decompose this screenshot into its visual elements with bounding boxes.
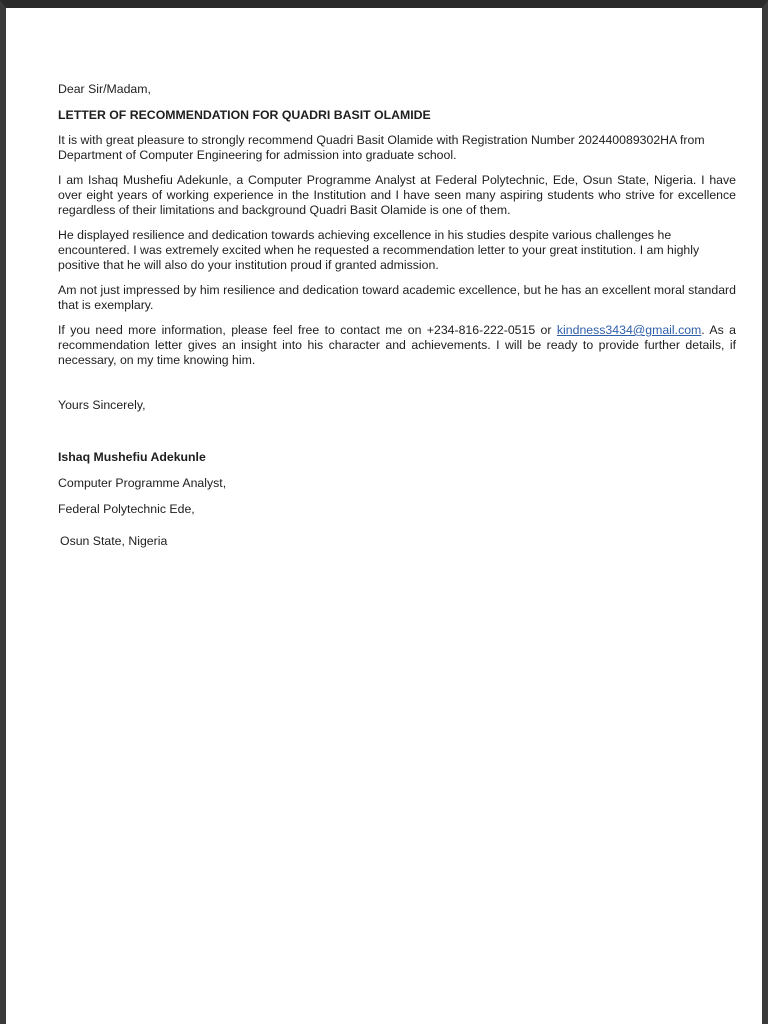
email-link[interactable]: kindness3434@gmail.com [556,323,702,337]
letter-body [58,82,736,560]
signer-organization: Federal Polytechnic Ede, [58,502,195,516]
paragraph-resilience: He displayed resilience and dedication towards achieving excellence in his studies despite various challenges he encountered. I was extremely excited when he requested a recommendation letter to your great institution. I am highly positive that he will also do your institution proud if granted admission. [58,228,700,272]
paragraph-recommender: I am Ishaq Mushefiu Adekunle, a Computer Programme Analyst at Federal Polytechnic, Ede, Osun State, Nigeria. I have over eight years of working experience in the Institution and I have seen many aspiring students who strive for excellence regardless of their limitations and background Quadri Basit Olamide is one of them. [58,173,736,217]
signer-location: Osun State, Nigeria [60,534,168,548]
letter-heading: LETTER OF RECOMMENDATION FOR QUADRI BASIT OLAMIDE [58,108,431,122]
salutation: Dear Sir/Madam, [58,82,151,96]
paragraph-moral-standard: Am not just impressed by him resilience and dedication toward academic excellence, but he has an excellent moral standard that is exemplary. [58,283,736,312]
signer-title: Computer Programme Analyst, [58,476,227,490]
signer-name: Ishaq Mushefiu Adekunle [58,450,206,464]
contact-text-after: . As a recommendation letter gives an insight into his character and achievements. I will be ready to provide further details, if necessary, on my time knowing him. [58,323,736,367]
paragraph-introduction: It is with great pleasure to strongly recommend Quadri Basit Olamide with Registration Number 202440089302HA from Department of Computer Engineering for admission into graduate school. [58,133,705,162]
paragraph-contact [58,323,736,368]
closing: Yours Sincerely, [58,398,146,412]
contact-text-before: If you need more information, please feel free to contact me on +234-816-222-0515 or [58,323,552,337]
